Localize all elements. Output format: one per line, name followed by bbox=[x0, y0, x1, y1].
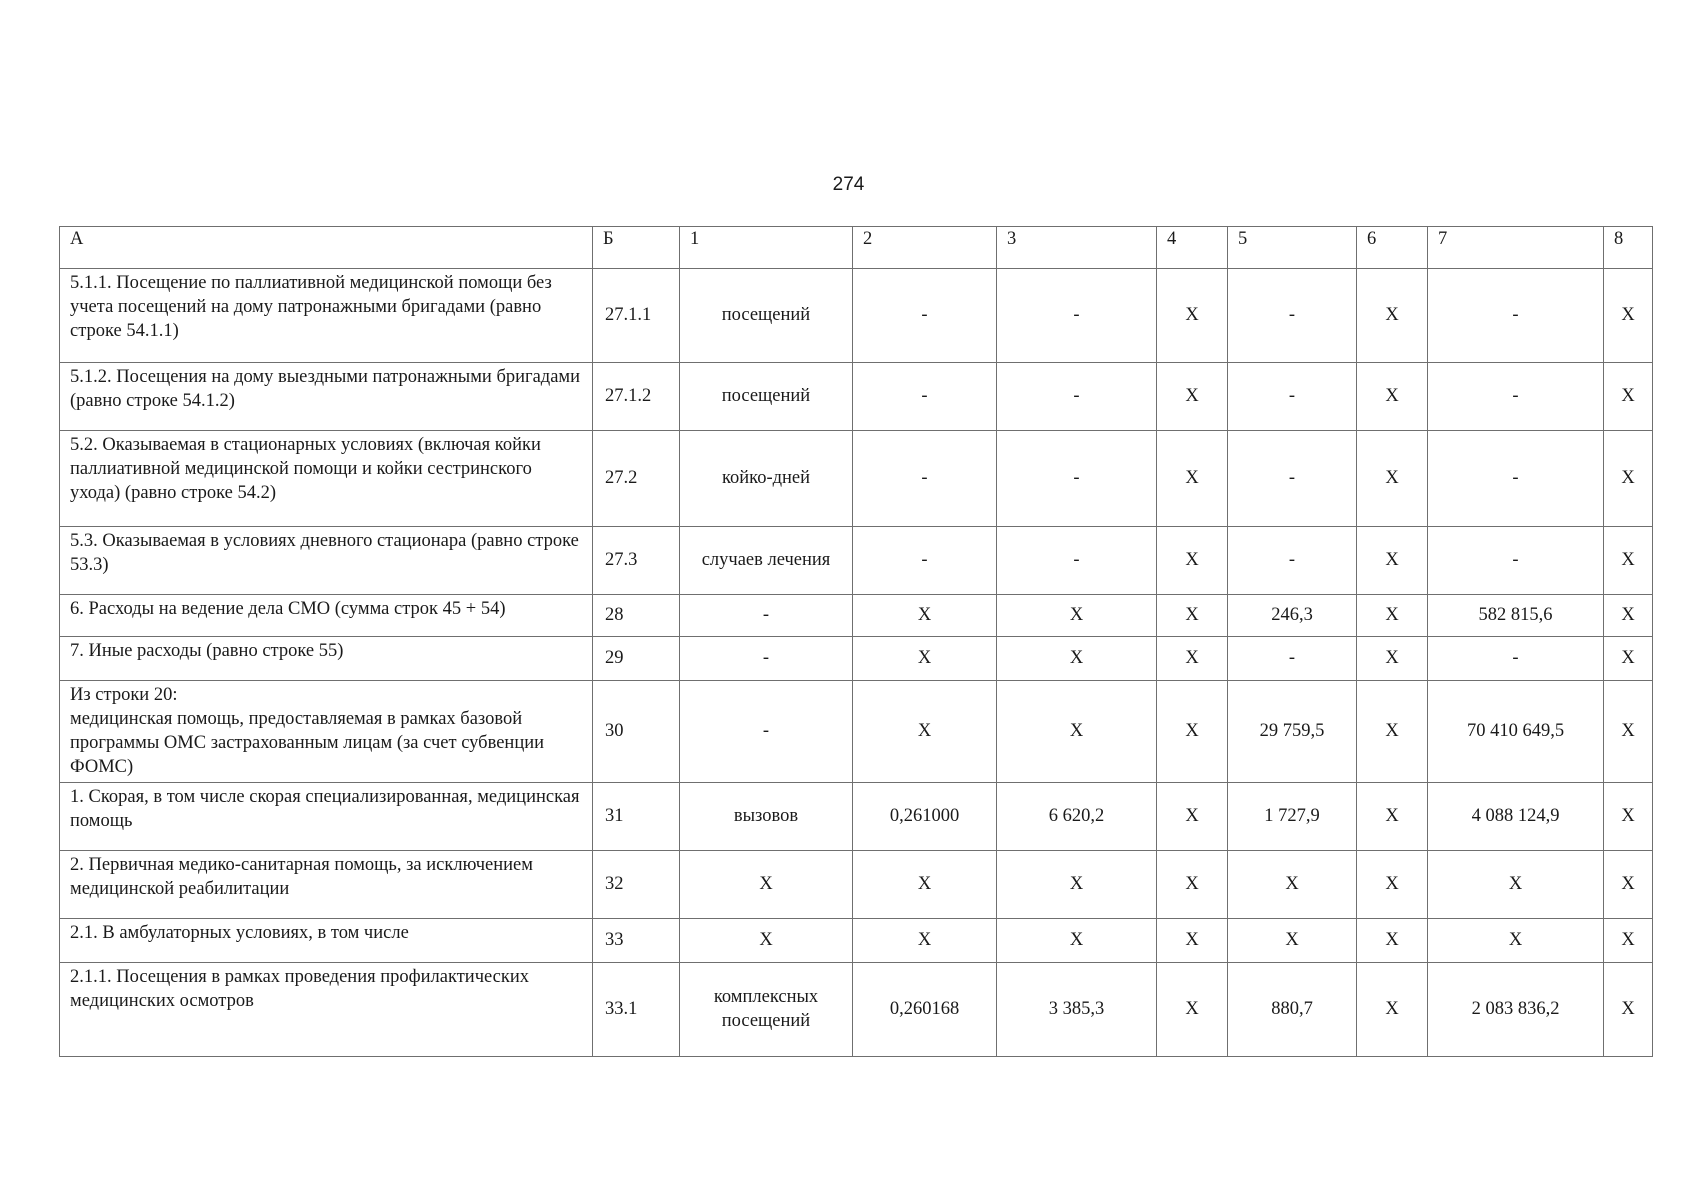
row-col6-cell: Х bbox=[1357, 681, 1428, 783]
row-name-cell: Из строки 20: медицинская помощь, предоставляемая в рамках базовой программы ОМС застрахованным лицам (за счет субвенции ФОМС) bbox=[60, 681, 593, 783]
header-cell-b: Б bbox=[593, 227, 680, 269]
row-col3-cell: Х bbox=[997, 681, 1157, 783]
row-col5-cell: Х bbox=[1228, 919, 1357, 963]
row-col4-cell: Х bbox=[1157, 431, 1228, 527]
row-code-cell: 33.1 bbox=[593, 963, 680, 1057]
row-col2-cell: 0,261000 bbox=[853, 783, 997, 851]
row-col5-cell: - bbox=[1228, 637, 1357, 681]
row-unit-cell: Х bbox=[680, 851, 853, 919]
row-col2-cell: Х bbox=[853, 851, 997, 919]
row-col6-cell: Х bbox=[1357, 595, 1428, 637]
row-unit-cell: комплексных посещений bbox=[680, 963, 853, 1057]
table-row bbox=[60, 919, 1653, 963]
header-cell-a: А bbox=[60, 227, 593, 269]
row-col8-cell: Х bbox=[1604, 363, 1653, 431]
row-col8-cell: Х bbox=[1604, 527, 1653, 595]
row-col7-cell: Х bbox=[1428, 919, 1604, 963]
row-col2-cell: - bbox=[853, 431, 997, 527]
row-code-cell: 28 bbox=[593, 595, 680, 637]
row-col5-cell: 246,3 bbox=[1228, 595, 1357, 637]
row-code-cell: 27.3 bbox=[593, 527, 680, 595]
row-col5-cell: - bbox=[1228, 269, 1357, 363]
row-col7-cell: 70 410 649,5 bbox=[1428, 681, 1604, 783]
row-unit-cell: случаев лечения bbox=[680, 527, 853, 595]
row-col7-cell: - bbox=[1428, 637, 1604, 681]
row-col6-cell: Х bbox=[1357, 363, 1428, 431]
row-col3-cell: - bbox=[997, 269, 1157, 363]
row-col7-cell: - bbox=[1428, 431, 1604, 527]
row-col5-cell: - bbox=[1228, 431, 1357, 527]
row-col6-cell: Х bbox=[1357, 963, 1428, 1057]
table-row bbox=[60, 527, 1653, 595]
row-col5-cell: 1 727,9 bbox=[1228, 783, 1357, 851]
row-col6-cell: Х bbox=[1357, 851, 1428, 919]
header-cell-2: 2 bbox=[853, 227, 997, 269]
row-col4-cell: Х bbox=[1157, 963, 1228, 1057]
row-col3-cell: - bbox=[997, 527, 1157, 595]
row-code-cell: 27.1.1 bbox=[593, 269, 680, 363]
row-unit-cell: - bbox=[680, 637, 853, 681]
table-row bbox=[60, 963, 1653, 1057]
row-name-cell: 6. Расходы на ведение дела СМО (сумма строк 45 + 54) bbox=[60, 595, 593, 637]
row-col3-cell: Х bbox=[997, 851, 1157, 919]
row-col5-cell: - bbox=[1228, 527, 1357, 595]
row-col7-cell: - bbox=[1428, 269, 1604, 363]
row-code-cell: 27.2 bbox=[593, 431, 680, 527]
row-col7-cell: 582 815,6 bbox=[1428, 595, 1604, 637]
row-unit-cell: койко-дней bbox=[680, 431, 853, 527]
header-cell-1: 1 bbox=[680, 227, 853, 269]
row-col3-cell: 3 385,3 bbox=[997, 963, 1157, 1057]
table-row bbox=[60, 783, 1653, 851]
row-name-cell: 2. Первичная медико-санитарная помощь, за исключением медицинской реабилитации bbox=[60, 851, 593, 919]
row-col7-cell: Х bbox=[1428, 851, 1604, 919]
row-col4-cell: Х bbox=[1157, 363, 1228, 431]
row-col2-cell: - bbox=[853, 527, 997, 595]
row-col8-cell: Х bbox=[1604, 963, 1653, 1057]
header-cell-3: 3 bbox=[997, 227, 1157, 269]
row-col8-cell: Х bbox=[1604, 919, 1653, 963]
row-col8-cell: Х bbox=[1604, 595, 1653, 637]
table-row bbox=[60, 269, 1653, 363]
row-code-cell: 32 bbox=[593, 851, 680, 919]
row-col3-cell: Х bbox=[997, 637, 1157, 681]
header-cell-8: 8 bbox=[1604, 227, 1653, 269]
row-unit-cell: - bbox=[680, 681, 853, 783]
row-name-cell: 5.3. Оказываемая в условиях дневного стационара (равно строке 53.3) bbox=[60, 527, 593, 595]
row-name-cell: 1. Скорая, в том числе скорая специализированная, медицинская помощь bbox=[60, 783, 593, 851]
header-cell-4: 4 bbox=[1157, 227, 1228, 269]
row-code-cell: 27.1.2 bbox=[593, 363, 680, 431]
row-col4-cell: Х bbox=[1157, 851, 1228, 919]
row-col6-cell: Х bbox=[1357, 919, 1428, 963]
row-col8-cell: Х bbox=[1604, 851, 1653, 919]
row-col8-cell: Х bbox=[1604, 681, 1653, 783]
row-code-cell: 33 bbox=[593, 919, 680, 963]
row-col7-cell: 4 088 124,9 bbox=[1428, 783, 1604, 851]
table-row bbox=[60, 595, 1653, 637]
row-unit-cell: Х bbox=[680, 919, 853, 963]
row-unit-cell: вызовов bbox=[680, 783, 853, 851]
row-col2-cell: - bbox=[853, 363, 997, 431]
table-row bbox=[60, 681, 1653, 783]
row-col2-cell: Х bbox=[853, 595, 997, 637]
row-col5-cell: 880,7 bbox=[1228, 963, 1357, 1057]
row-col4-cell: Х bbox=[1157, 919, 1228, 963]
row-col3-cell: - bbox=[997, 363, 1157, 431]
row-col6-cell: Х bbox=[1357, 527, 1428, 595]
row-unit-cell: - bbox=[680, 595, 853, 637]
row-col6-cell: Х bbox=[1357, 637, 1428, 681]
row-col8-cell: Х bbox=[1604, 269, 1653, 363]
row-col3-cell: Х bbox=[997, 919, 1157, 963]
table-row bbox=[60, 431, 1653, 527]
header-cell-5: 5 bbox=[1228, 227, 1357, 269]
row-col7-cell: - bbox=[1428, 363, 1604, 431]
row-col4-cell: Х bbox=[1157, 595, 1228, 637]
row-name-cell: 5.1.1. Посещение по паллиативной медицинской помощи без учета посещений на дому патронажными бригадами (равно строке 54.1.1) bbox=[60, 269, 593, 363]
row-name-cell: 2.1. В амбулаторных условиях, в том числе bbox=[60, 919, 593, 963]
row-col3-cell: 6 620,2 bbox=[997, 783, 1157, 851]
row-name-cell: 5.2. Оказываемая в стационарных условиях (включая койки паллиативной медицинской помощи и койки сестринского ухода) (равно строке 54.2) bbox=[60, 431, 593, 527]
row-col4-cell: Х bbox=[1157, 637, 1228, 681]
row-unit-cell: посещений bbox=[680, 363, 853, 431]
header-row bbox=[60, 227, 1653, 269]
row-col3-cell: - bbox=[997, 431, 1157, 527]
row-col8-cell: Х bbox=[1604, 783, 1653, 851]
row-col2-cell: 0,260168 bbox=[853, 963, 997, 1057]
row-col5-cell: 29 759,5 bbox=[1228, 681, 1357, 783]
row-col4-cell: Х bbox=[1157, 527, 1228, 595]
row-name-cell: 5.1.2. Посещения на дому выездными патронажными бригадами (равно строке 54.1.2) bbox=[60, 363, 593, 431]
row-col2-cell: Х bbox=[853, 637, 997, 681]
row-col4-cell: Х bbox=[1157, 269, 1228, 363]
table-row bbox=[60, 363, 1653, 431]
row-col2-cell: Х bbox=[853, 681, 997, 783]
row-col5-cell: - bbox=[1228, 363, 1357, 431]
row-col2-cell: - bbox=[853, 269, 997, 363]
row-col8-cell: Х bbox=[1604, 637, 1653, 681]
row-code-cell: 30 bbox=[593, 681, 680, 783]
header-cell-7: 7 bbox=[1428, 227, 1604, 269]
row-col4-cell: Х bbox=[1157, 783, 1228, 851]
budget-table bbox=[59, 226, 1653, 1057]
table-row bbox=[60, 637, 1653, 681]
row-unit-cell: посещений bbox=[680, 269, 853, 363]
page-number: 274 bbox=[832, 174, 865, 195]
row-col3-cell: Х bbox=[997, 595, 1157, 637]
row-code-cell: 29 bbox=[593, 637, 680, 681]
header-cell-6: 6 bbox=[1357, 227, 1428, 269]
row-col6-cell: Х bbox=[1357, 431, 1428, 527]
row-col6-cell: Х bbox=[1357, 269, 1428, 363]
row-col7-cell: 2 083 836,2 bbox=[1428, 963, 1604, 1057]
row-name-cell: 7. Иные расходы (равно строке 55) bbox=[60, 637, 593, 681]
row-col4-cell: Х bbox=[1157, 681, 1228, 783]
row-col7-cell: - bbox=[1428, 527, 1604, 595]
row-col6-cell: Х bbox=[1357, 783, 1428, 851]
row-col2-cell: Х bbox=[853, 919, 997, 963]
row-col8-cell: Х bbox=[1604, 431, 1653, 527]
row-name-cell: 2.1.1. Посещения в рамках проведения профилактических медицинских осмотров bbox=[60, 963, 593, 1057]
table-row bbox=[60, 851, 1653, 919]
row-code-cell: 31 bbox=[593, 783, 680, 851]
row-col5-cell: Х bbox=[1228, 851, 1357, 919]
